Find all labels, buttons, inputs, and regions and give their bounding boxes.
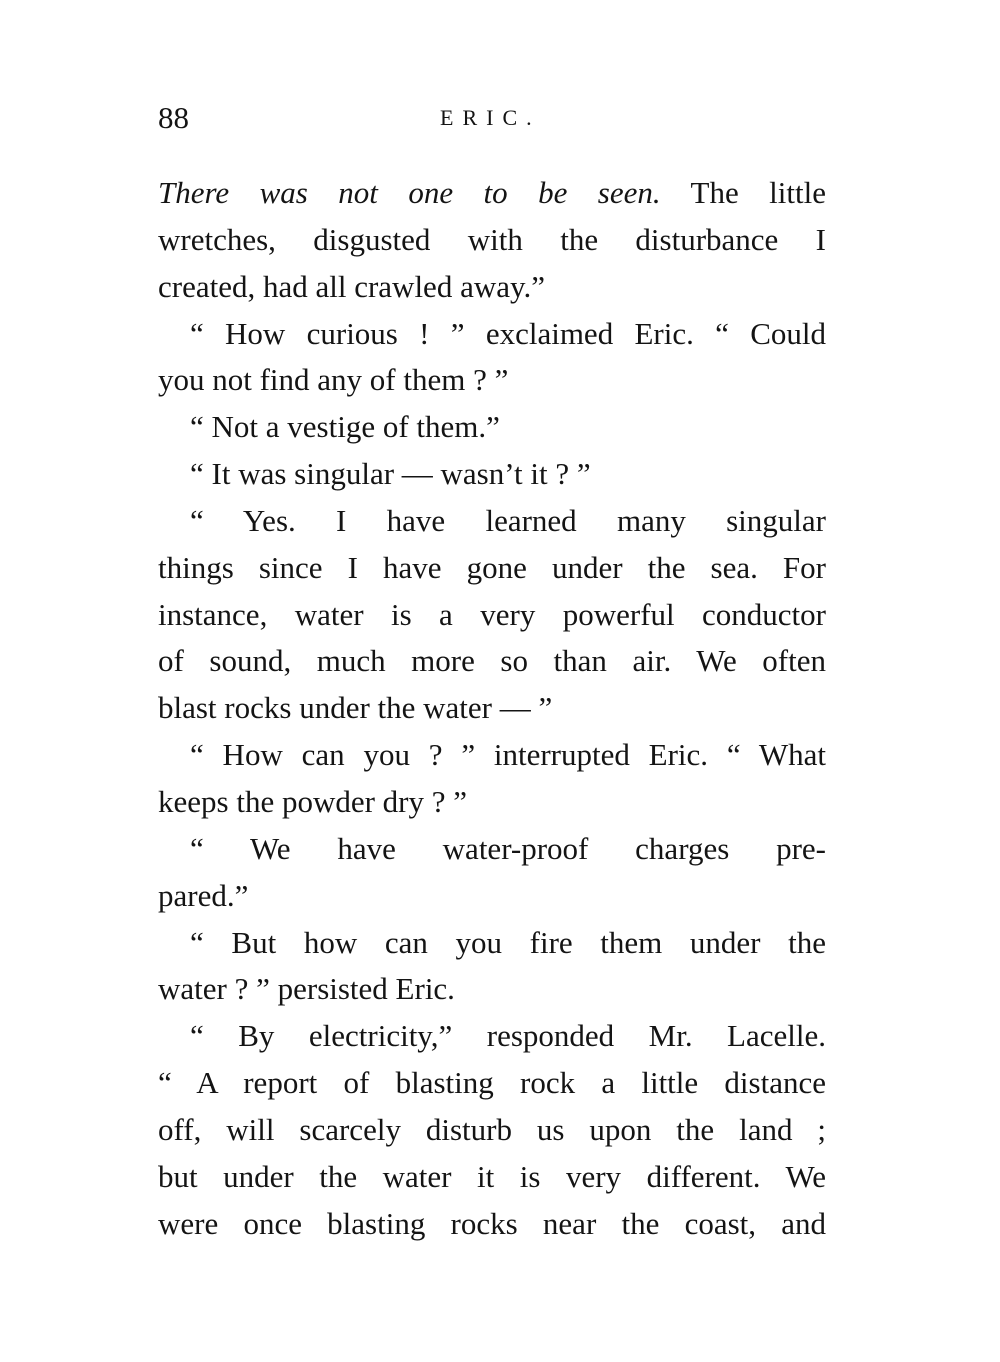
text-line: “ We have water-proof charges pre- <box>190 830 826 866</box>
text-line: created, had all crawled away.” <box>158 268 545 304</box>
page-number: 88 <box>158 100 189 135</box>
text-line <box>158 170 826 217</box>
text-span: The little <box>660 175 826 210</box>
text-line: you not find any of them ? ” <box>158 362 509 398</box>
body-text <box>158 170 826 1247</box>
text-line: “ But how can you fire them under the <box>190 924 826 960</box>
text-line: instance, water is a very powerful conductor <box>158 596 826 632</box>
text-line: keeps the powder dry ? ” <box>158 783 468 819</box>
text-line: “ A report of blasting rock a little distance <box>158 1065 826 1101</box>
text-line: off, will scarcely disturb us upon the land ; <box>158 1111 826 1147</box>
text-line: “ How curious ! ” exclaimed Eric. “ Could <box>190 315 826 351</box>
text-line: “ It was singular — wasn’t it ? ” <box>190 456 591 492</box>
italic-phrase: There was not one to be seen. <box>158 175 661 210</box>
text-line: “ How can you ? ” interrupted Eric. “ What <box>190 737 826 773</box>
text-line: of sound, much more so than air. We often <box>158 643 826 679</box>
text-line: “ Yes. I have learned many singular <box>190 502 826 538</box>
text-line: wretches, disgusted with the disturbance I <box>158 221 826 257</box>
text-line: were once blasting rocks near the coast, and <box>158 1205 826 1241</box>
text-line: water ? ” persisted Eric. <box>158 971 455 1007</box>
text-line: pared.” <box>158 877 249 913</box>
text-line: blast rocks under the water — ” <box>158 690 553 726</box>
text-line: things since I have gone under the sea. For <box>158 549 826 585</box>
text-line: but under the water it is very different. We <box>158 1158 826 1194</box>
text-line: “ By electricity,” responded Mr. Lacelle. <box>190 1018 826 1054</box>
text-line: “ Not a vestige of them.” <box>190 409 500 445</box>
running-head: ERIC. <box>440 105 541 130</box>
page-header <box>158 98 826 138</box>
